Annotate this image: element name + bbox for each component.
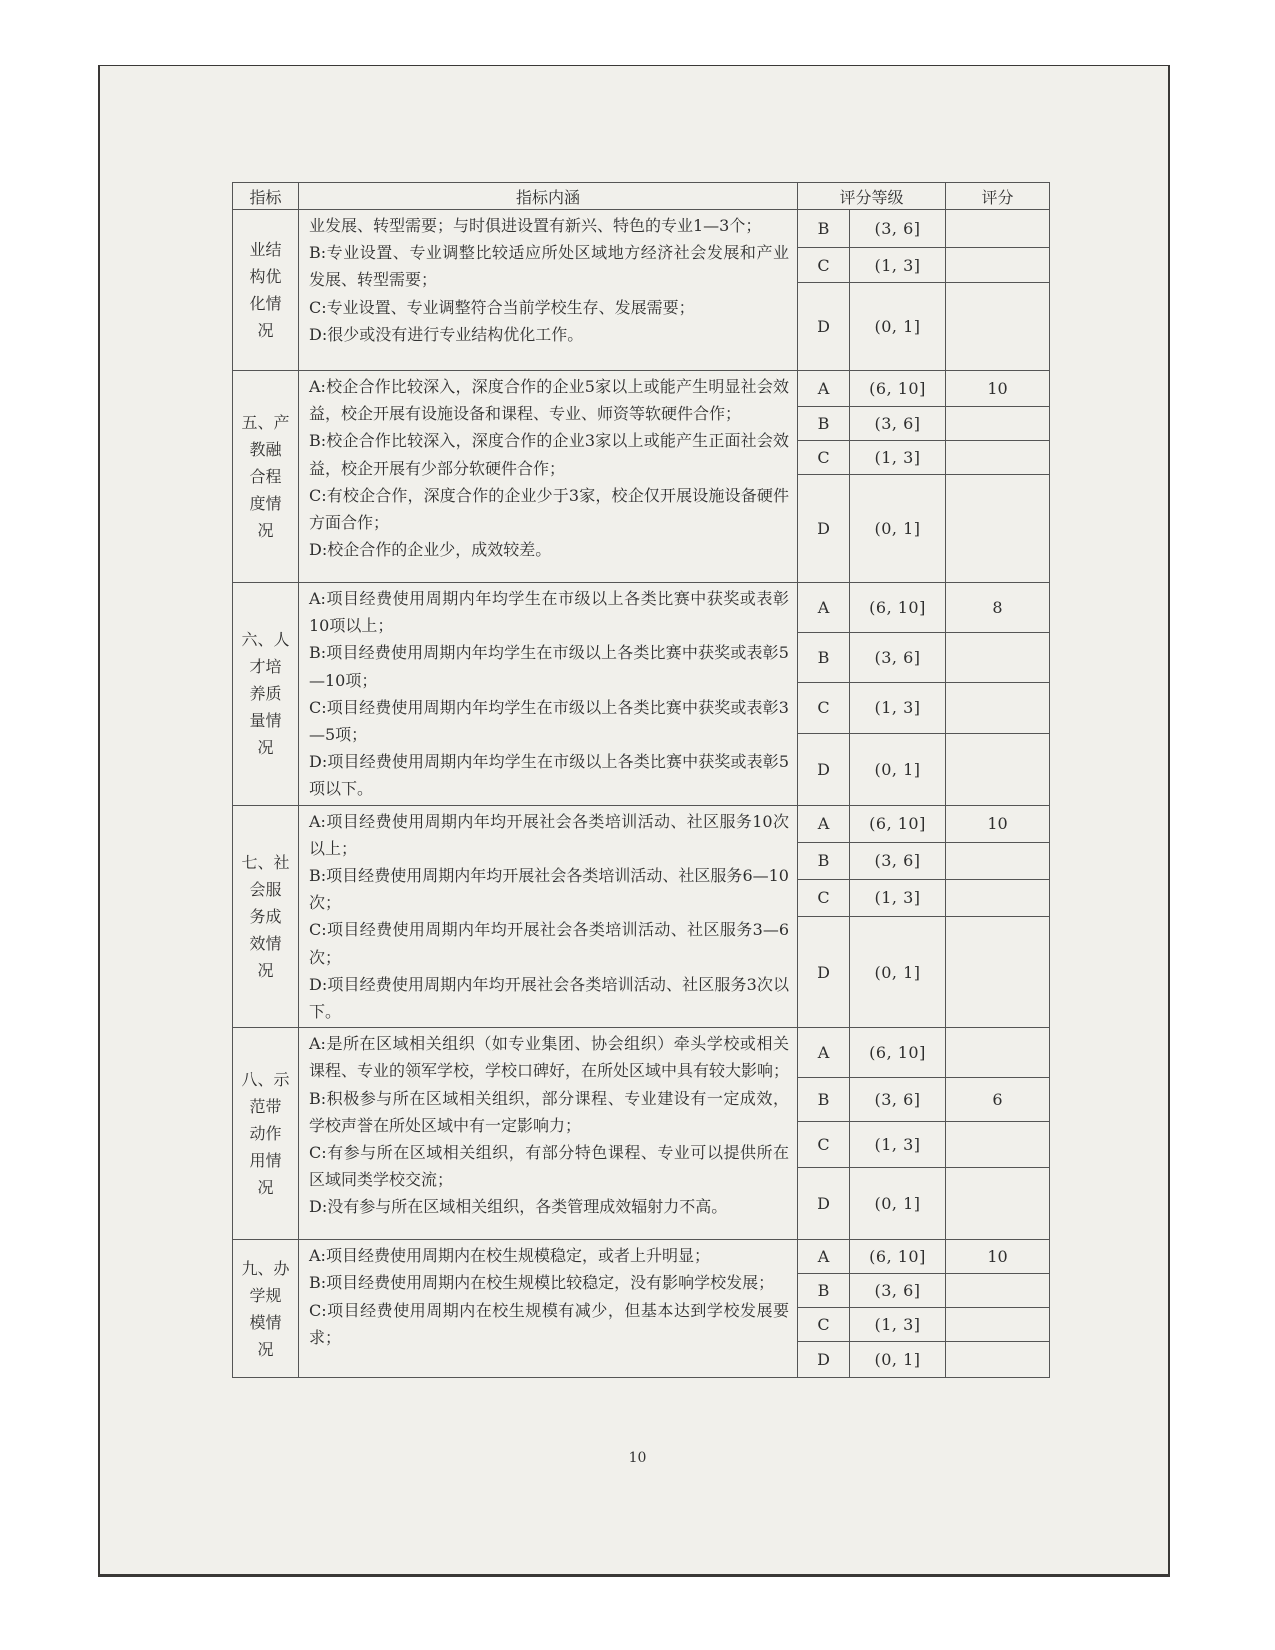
score-cell [946, 1028, 1050, 1078]
connotation-line: A:项目经费使用周期内年均开展社会各类培训活动、社区服务10次以上； [309, 811, 789, 858]
connotation-cell [299, 1240, 798, 1378]
score-cell: 8 [946, 583, 1050, 633]
score-cell [946, 633, 1050, 683]
grade-level-cell: C [798, 248, 850, 283]
header-grade-level: 评分等级 [798, 183, 946, 210]
page-number: 10 [628, 1450, 647, 1466]
connotation-line: D:没有参与所在区域相关组织，各类管理成效辐射力不高。 [309, 1197, 728, 1217]
grade-range-cell: (0, 1] [850, 1342, 946, 1378]
grade-range-cell: (6, 10] [850, 371, 946, 407]
score-cell [946, 475, 1050, 583]
score-cell: 6 [946, 1078, 1050, 1122]
table-row [233, 1240, 1050, 1274]
connotation-line: D:校企合作的企业少，成效较差。 [309, 540, 552, 560]
connotation-line: 业发展、转型需要；与时俱进设置有新兴、特色的专业1—3个； [309, 216, 762, 235]
grade-range-cell: (3, 6] [850, 633, 946, 683]
indicator-cell: 业结 构优 化情 况 [233, 210, 299, 371]
grade-range-cell: (3, 6] [850, 842, 946, 879]
header-score: 评分 [946, 183, 1050, 210]
connotation-line: B:专业设置、专业调整比较适应所处区域地方经济社会发展和产业发展、转型需要； [309, 243, 789, 290]
grade-range-cell: (0, 1] [850, 733, 946, 805]
score-cell: 10 [946, 1240, 1050, 1274]
grade-range-cell: (3, 6] [850, 407, 946, 441]
grade-level-cell: C [798, 879, 850, 916]
connotation-cell [299, 805, 798, 1028]
evaluation-table [232, 182, 1050, 1378]
connotation-line: A:是所在区域相关组织（如专业集团、协会组织）牵头学校或相关课程、专业的领军学校，学校口碑好，在所处区域中具有较大影响； [309, 1034, 790, 1081]
grade-range-cell: (1, 3] [850, 248, 946, 283]
grade-range-cell: (3, 6] [850, 1078, 946, 1122]
connotation-cell [299, 210, 798, 371]
grade-range-cell: (1, 3] [850, 879, 946, 916]
connotation-line: B:积极参与所在区域相关组织，部分课程、专业建设有一定成效，学校声誉在所处区域中有一定影响力； [309, 1088, 789, 1135]
indicator-cell: 六、人 才培 养质 量情 况 [233, 583, 299, 806]
connotation-line: D:项目经费使用周期内年均学生在市级以上各类比赛中获奖或表彰5项以下。 [309, 752, 789, 799]
score-cell [946, 1168, 1050, 1240]
grade-level-cell: D [798, 916, 850, 1027]
grade-level-cell: D [798, 733, 850, 805]
score-cell: 10 [946, 371, 1050, 407]
connotation-cell [299, 1028, 798, 1240]
indicator-cell: 九、办 学规 模情 况 [233, 1240, 299, 1378]
indicator-cell: 八、示 范带 动作 用情 况 [233, 1028, 299, 1240]
connotation-cell [299, 583, 798, 806]
table-row [233, 805, 1050, 842]
grade-level-cell: A [798, 371, 850, 407]
score-cell [946, 441, 1050, 475]
score-cell [946, 248, 1050, 283]
table-row [233, 1028, 1050, 1078]
connotation-line: C:项目经费使用周期内在校生规模有减少，但基本达到学校发展要求； [309, 1300, 789, 1347]
grade-level-cell: B [798, 842, 850, 879]
header-indicator: 指标 [233, 183, 299, 210]
score-cell [946, 916, 1050, 1027]
connotation-line: C:项目经费使用周期内年均学生在市级以上各类比赛中获奖或表彰3—5项； [309, 697, 789, 745]
grade-level-cell: B [798, 1078, 850, 1122]
connotation-line: C:有参与所在区域相关组织，有部分特色课程、专业可以提供所在区域同类学校交流； [309, 1143, 789, 1190]
score-cell [946, 407, 1050, 441]
score-cell [946, 1342, 1050, 1378]
grade-range-cell: (3, 6] [850, 1274, 946, 1308]
connotation-line: C:有校企合作，深度合作的企业少于3家，校企仅开展设施设备硬件方面合作； [309, 485, 789, 533]
grade-level-cell: D [798, 1168, 850, 1240]
grade-range-cell: (1, 3] [850, 441, 946, 475]
grade-range-cell: (1, 3] [850, 1308, 946, 1342]
indicator-cell: 五、产 教融 合程 度情 况 [233, 371, 299, 583]
score-cell [946, 1274, 1050, 1308]
score-cell [946, 283, 1050, 371]
connotation-line: C:专业设置、专业调整符合当前学校生存、发展需要； [309, 297, 695, 317]
grade-range-cell: (6, 10] [850, 805, 946, 842]
connotation-line: D:很少或没有进行专业结构优化工作。 [309, 324, 584, 344]
score-cell [946, 683, 1050, 733]
score-cell [946, 1308, 1050, 1342]
grade-level-cell: C [798, 441, 850, 475]
score-cell: 10 [946, 805, 1050, 842]
grade-range-cell: (6, 10] [850, 1240, 946, 1274]
grade-range-cell: (0, 1] [850, 1168, 946, 1240]
connotation-line: B:项目经费使用周期内年均开展社会各类培训活动、社区服务6—10次； [309, 866, 789, 913]
connotation-line: A:项目经费使用周期内在校生规模稳定，或者上升明显； [309, 1246, 710, 1266]
connotation-line: A:项目经费使用周期内年均学生在市级以上各类比赛中获奖或表彰10项以上； [309, 589, 789, 636]
indicator-cell: 七、社 会服 务成 效情 况 [233, 805, 299, 1028]
grade-level-cell: B [798, 1274, 850, 1308]
grade-range-cell: (0, 1] [850, 475, 946, 583]
connotation-line: B:项目经费使用周期内在校生规模比较稳定，没有影响学校发展； [309, 1273, 775, 1293]
grade-level-cell: A [798, 1028, 850, 1078]
table-row [233, 210, 1050, 248]
grade-level-cell: C [798, 683, 850, 733]
grade-level-cell: A [798, 805, 850, 842]
connotation-cell [299, 371, 798, 583]
table-header-row [233, 183, 1050, 210]
grade-level-cell: B [798, 633, 850, 683]
connotation-line: B:校企合作比较深入，深度合作的企业3家以上或能产生正面社会效益，校企开展有少部分软硬件合作； [309, 431, 789, 478]
connotation-line: B:项目经费使用周期内年均学生在市级以上各类比赛中获奖或表彰5—10项； [309, 643, 789, 690]
evaluation-table-body [233, 183, 1050, 1378]
grade-level-cell: D [798, 283, 850, 371]
grade-range-cell: (1, 3] [850, 683, 946, 733]
grade-level-cell: D [798, 1342, 850, 1378]
grade-level-cell: B [798, 210, 850, 248]
grade-level-cell: B [798, 407, 850, 441]
grade-level-cell: C [798, 1122, 850, 1168]
grade-range-cell: (6, 10] [850, 583, 946, 633]
score-cell [946, 879, 1050, 916]
connotation-line: D:项目经费使用周期内年均开展社会各类培训活动、社区服务3次以下。 [309, 974, 789, 1022]
score-cell [946, 842, 1050, 879]
grade-level-cell: A [798, 1240, 850, 1274]
connotation-line: A:校企合作比较深入，深度合作的企业5家以上或能产生明显社会效益，校企开展有设施设备和课程、专业、师资等软硬件合作； [309, 377, 789, 424]
connotation-line: C:项目经费使用周期内年均开展社会各类培训活动、社区服务3—6次； [309, 920, 789, 967]
grade-range-cell: (0, 1] [850, 283, 946, 371]
grade-range-cell: (0, 1] [850, 916, 946, 1027]
grade-range-cell: (1, 3] [850, 1122, 946, 1168]
grade-level-cell: D [798, 475, 850, 583]
score-cell [946, 1122, 1050, 1168]
grade-range-cell: (6, 10] [850, 1028, 946, 1078]
header-connotation: 指标内涵 [299, 183, 798, 210]
grade-level-cell: A [798, 583, 850, 633]
grade-level-cell: C [798, 1308, 850, 1342]
table-row [233, 583, 1050, 633]
table-row [233, 371, 1050, 407]
grade-range-cell: (3, 6] [850, 210, 946, 248]
score-cell [946, 210, 1050, 248]
score-cell [946, 733, 1050, 805]
